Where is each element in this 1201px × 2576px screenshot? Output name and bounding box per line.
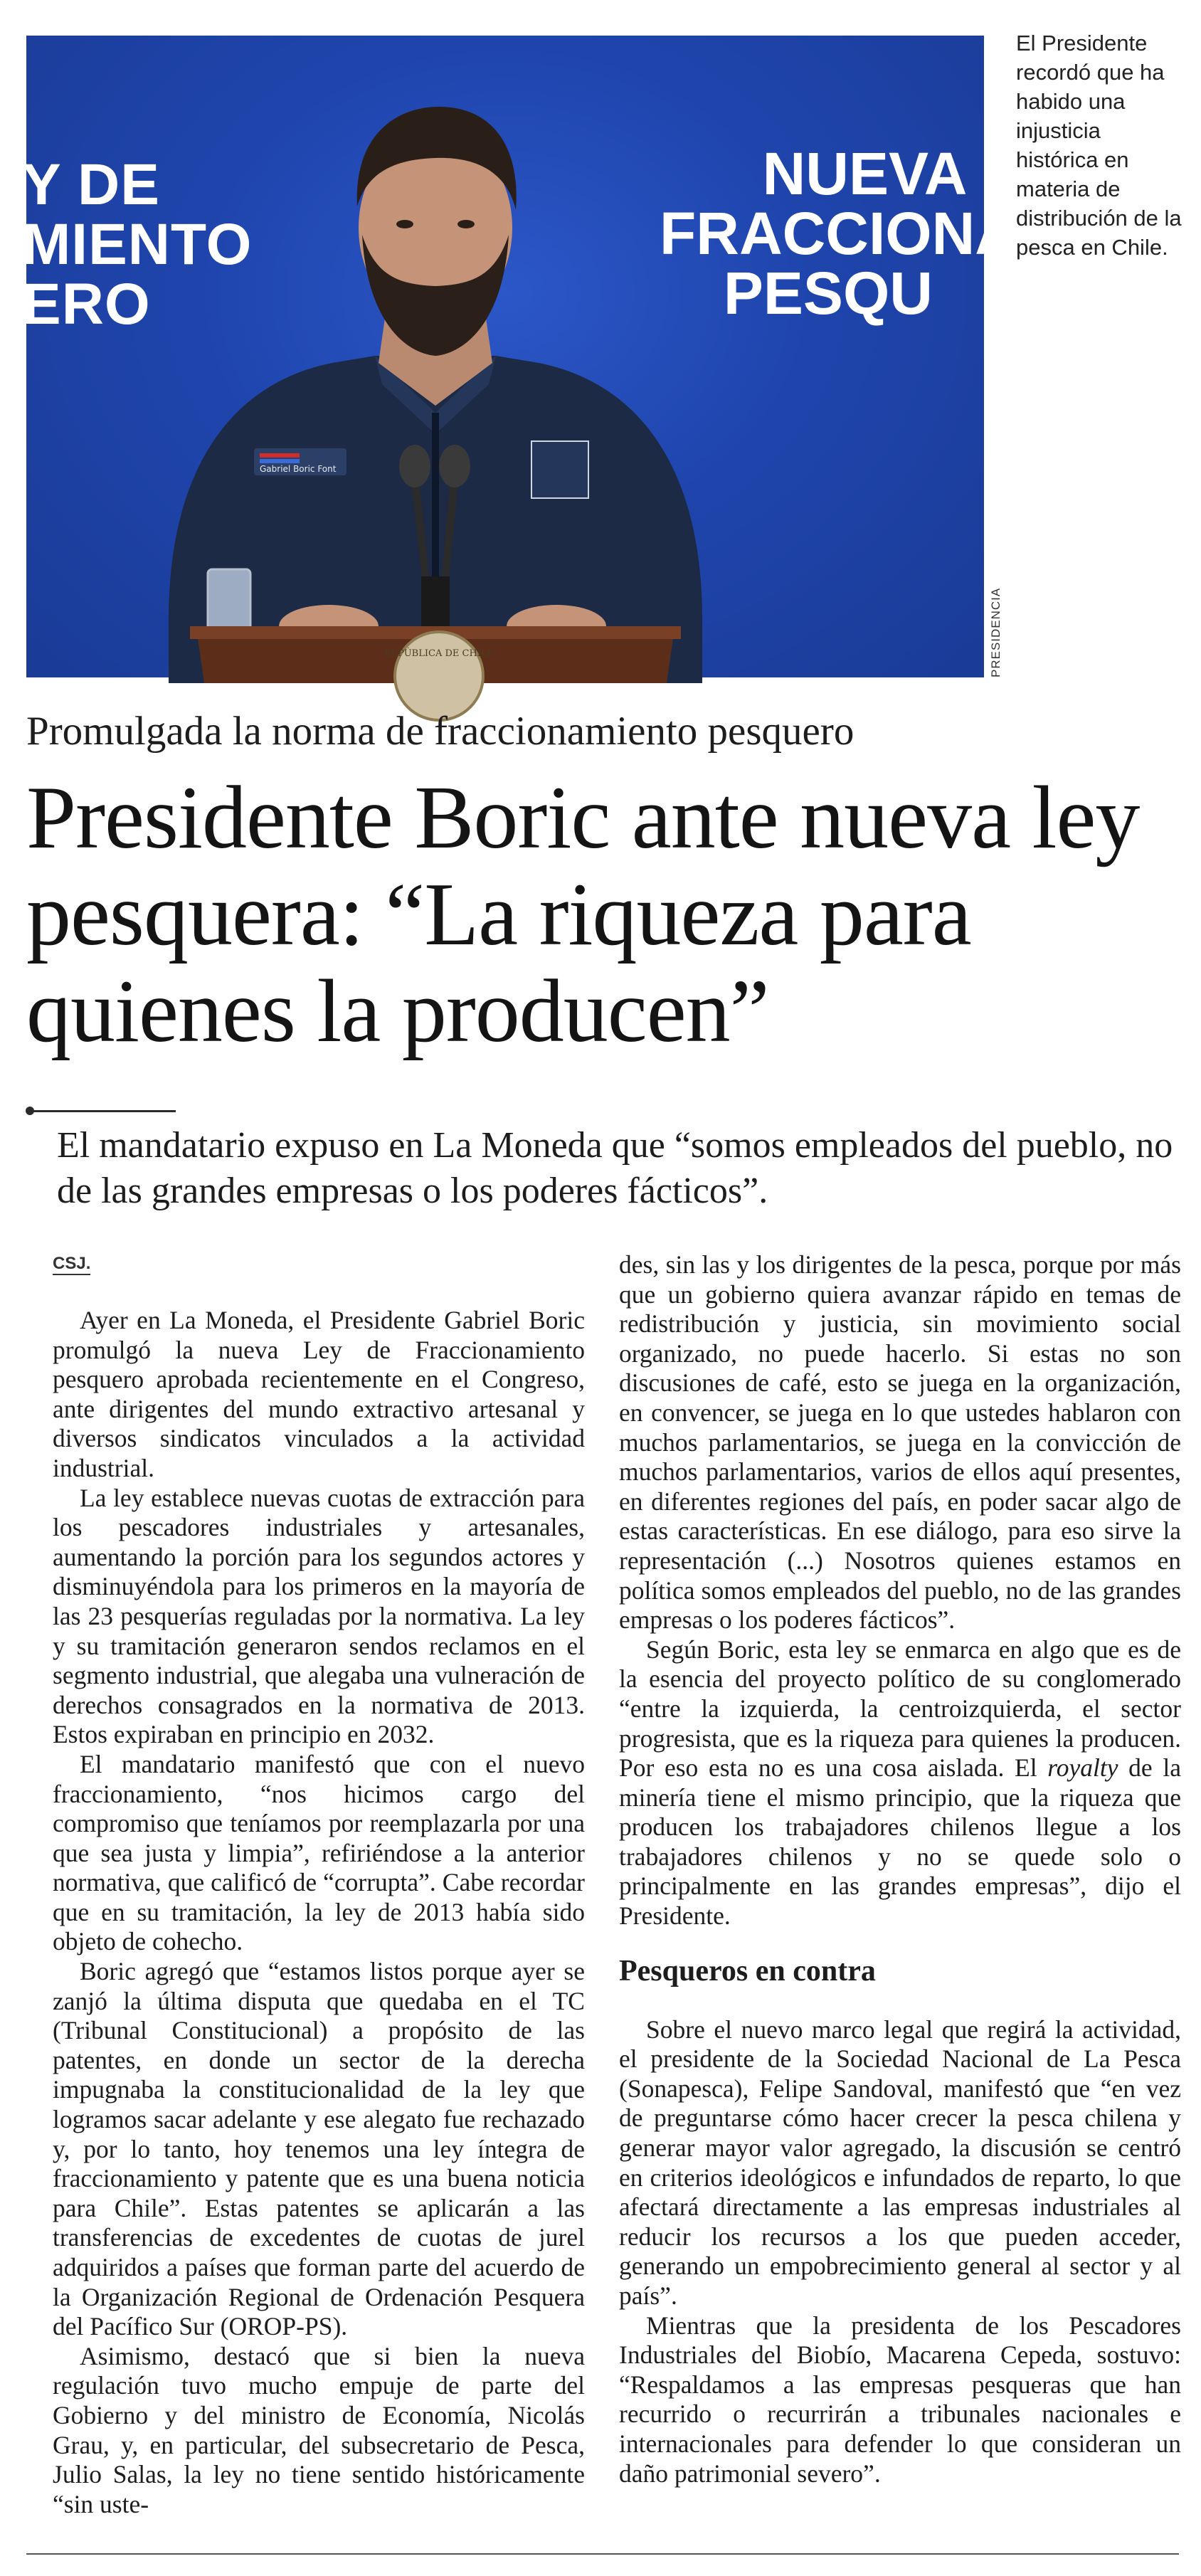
- banner-left-line: MIENTO: [22, 212, 253, 277]
- body-paragraph: Mientras que la presidenta de los Pescadores Industriales del Biobío, Macarena Cepeda, sostuvo: “Respaldamos a las empresas pesqueras que han recurrido o recurrirán a tribunales nacionales e internacionales para defender lo que consideran un daño patrimonial severo”.: [619, 2311, 1181, 2488]
- banner-right-line: NUEVA L: [762, 140, 1018, 207]
- article-column-right: [619, 1250, 1181, 2488]
- president-at-podium-figure: [140, 78, 724, 683]
- subhead: Pesqueros en contra: [619, 1954, 876, 1988]
- body-paragraph: Sobre el nuevo marco legal que regirá la actividad, el presidente de la Sociedad Nacional de La Pesca (Sonapesca), Felipe Sandoval, manifestó que “en vez de preguntarse cómo hacer crecer la pesca chilena y generar mayor valor agregado, la discusión se centró en criterios ideológicos e infundados de reparto, lo que afectará directamente a las empresas industriales al reducir los recursos a los que pueden acceder, generando un empobrecimiento general al sector y al país”.: [619, 2015, 1181, 2310]
- deck-rule-dot: [26, 1107, 34, 1115]
- kicker: Promulgada la norma de fraccionamiento pesquero: [26, 709, 855, 754]
- body-paragraph: El mandatario manifestó que con el nuevo fraccionamiento, “nos hicimos cargo del compromiso que teníamos por reemplazarla por una que sea justa y limpia”, refiriéndose a la anterior normativa, que calificó de “corrupta”. Cabe recordar que en su tramitación, la ley de 2013 había sido objeto de cohecho.: [53, 1749, 585, 1956]
- byline: CSJ.: [53, 1254, 90, 1275]
- bottom-rule: [26, 2553, 1179, 2555]
- banner-left-line: ERO: [22, 272, 151, 337]
- body-text: de la minería tiene el mismo principio, que la riqueza que producen los trabajadores chilenos llegue a los trabajadores chilenos y no se quede solo o principalmente en las grandes empresas”, dijo el Presidente.: [619, 1753, 1181, 1931]
- italic-term: royalty: [1047, 1753, 1118, 1783]
- body-paragraph: Asimismo, destacó que si bien la nueva regulación tuvo mucho empuje de parte del Gobierno y del ministro de Economía, Nicolás Grau, y, en particular, del subsecretario de Pesca, Julio Salas, la ley no tiene sentido históricamente “sin uste-: [53, 2341, 585, 2518]
- body-text: Según Boric, esta ley se enmarca en algo que es de la esencia del proyecto político de su conglomerado “entre la izquierda, la centroizquierda, el sector progresista, que es la riqueza para quienes la producen. Por eso esta no es una cosa aislada. El: [619, 1635, 1181, 1783]
- article-column-left: [53, 1306, 585, 2519]
- deck-rule: [26, 1110, 176, 1112]
- deck: El mandatario expuso en La Moneda que “somos empleados del pueblo, no de las grandes empresas o los poderes fácticos”.: [57, 1125, 1173, 1211]
- banner-right-line: PESQU: [723, 260, 933, 327]
- banner-left-line: Y DE: [22, 152, 160, 217]
- jacket-label: Gabriel Boric Font: [260, 464, 337, 474]
- body-paragraph: des, sin las y los dirigentes de la pesca, porque por más que un gobierno quiera avanzar rápido en temas de redistribución y justicia, sin movimiento social organizado, no puede hacerlo. Si estas no son discusiones de café, esto se juega en la organización, en convencer, se juega en lo que ustedes hablaron con muchos parlamentarios, se juega en la convicción de muchos parlamentarios, varios de ellos aquí presentes, en diferentes regiones del país, en poder sacar algo de estas características. En ese diálogo, para eso sirve la representación (...) Nosotros quienes estamos en política somos empleados del pueblo, no de las grandes empresas o los poderes fácticos”.: [619, 1250, 1181, 1635]
- headline: Presidente Boric ante nueva ley pesquera: “La riqueza para quienes la producen”: [26, 769, 1140, 1061]
- banner-right-line: FRACCIONA: [660, 200, 1018, 267]
- body-paragraph: La ley establece nuevas cuotas de extracción para los pescadores industriales y artesanales, aumentando la porción para los segundos actores y disminuyéndola para los primeros en la mayoría de las 23 pesquerías reguladas por la normativa. La ley y su tramitación generaron sendos reclamos en el segmento industrial, que alegaba una vulneración de derechos consagrados en la normativa de 2013. Estos expiraban en principio en 2032.: [53, 1483, 585, 1749]
- body-paragraph: Boric agregó que “estamos listos porque ayer se zanjó la última disputa que quedaba en el TC (Tribunal Constitucional) a propósito de las patentes, en donde un sector de la derecha impugnaba la constitucionalidad de la ley que logramos sacar adelante y ese alegato fue rechazado y, por lo tanto, hoy tenemos una ley íntegra de fraccionamiento y patente que es una buena noticia para Chile”. Estas patentes se aplicarán a las transferencias de excedentes de cuotas de jurel adquiridos a países que forman parte del acuerdo de la Organización Regional de Ordenación Pesquera del Pacífico Sur (OROP-PS).: [53, 1957, 585, 2341]
- photo-caption: El Presidente recordó que ha habido una injusticia histórica en materia de distribución de la pesca en Chile.: [1016, 31, 1182, 260]
- podium-seal-text: REPÚBLICA DE CHILE: [383, 648, 494, 659]
- body-paragraph: Ayer en La Moneda, el Presidente Gabriel Boric promulgó la nueva Ley de Fraccionamiento pesquero aprobada recientemente en el Congreso, ante dirigentes del mundo extractivo artesanal y diversos sindicatos vinculados a la actividad industrial.: [53, 1306, 585, 1482]
- photo-credit: PRESIDENCIA: [989, 587, 1002, 677]
- body-paragraph: [619, 1635, 1181, 1931]
